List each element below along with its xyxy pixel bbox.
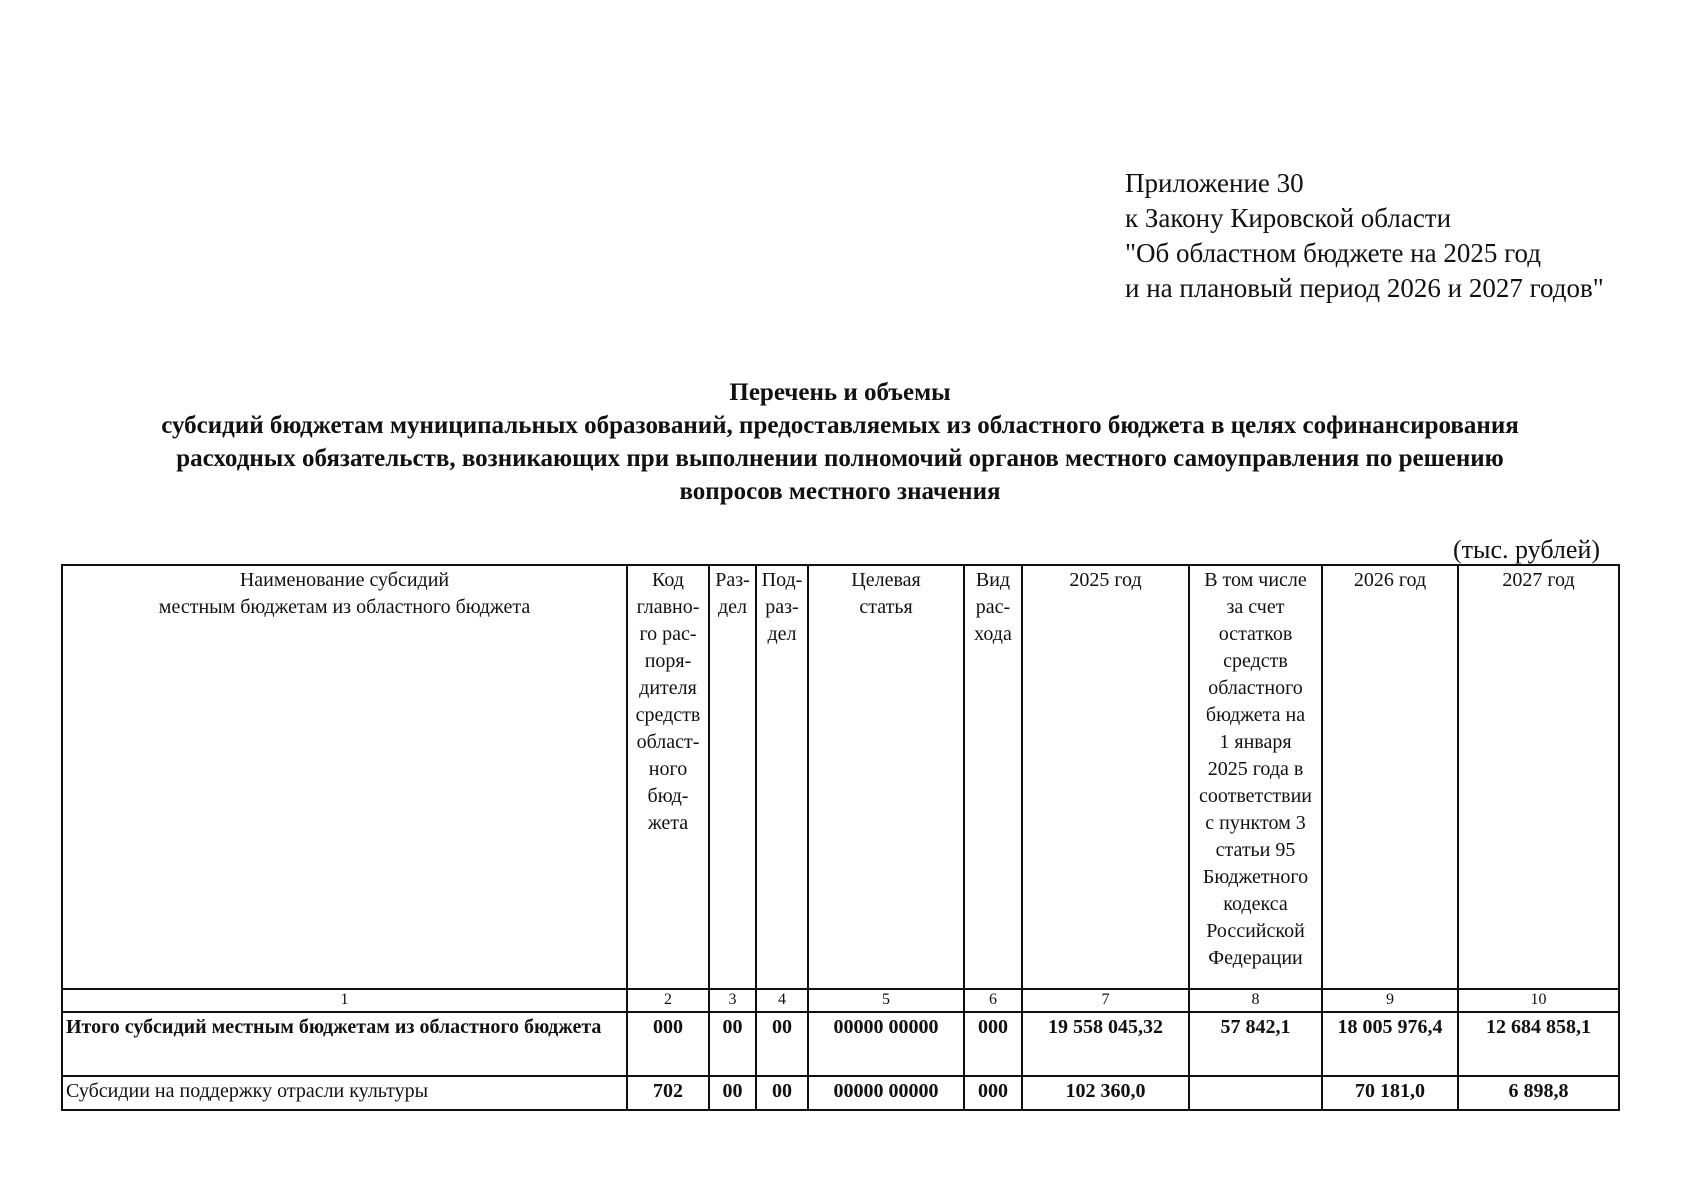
row-2025: 102 360,0 xyxy=(1022,1076,1189,1110)
column-number: 10 xyxy=(1458,989,1619,1012)
header-including-remainders: В том числе за счет остатков средств областного бюджета на 1 января 2025 года в соответствии с пунктом 3 статьи 95 Бюджетного кодекса Российской Федерации xyxy=(1189,565,1322,989)
column-number: 8 xyxy=(1189,989,1322,1012)
row-code: 000 xyxy=(627,1012,709,1076)
column-number: 9 xyxy=(1322,989,1458,1012)
row-2026: 70 181,0 xyxy=(1322,1076,1458,1110)
units-label: (тыс. рублей) xyxy=(1453,535,1601,564)
column-number: 6 xyxy=(964,989,1022,1012)
table-row-culture xyxy=(62,1076,1619,1110)
row-2027: 12 684 858,1 xyxy=(1458,1012,1619,1076)
row-code: 702 xyxy=(627,1076,709,1110)
table-header-row xyxy=(62,565,1619,989)
column-number: 1 xyxy=(62,989,627,1012)
row-name: Итого субсидий местным бюджетам из областного бюджета xyxy=(62,1012,627,1076)
row-subsection: 00 xyxy=(756,1076,808,1110)
header-name: Наименование субсидий местным бюджетам из областного бюджета xyxy=(62,565,627,989)
row-expense-type: 000 xyxy=(964,1012,1022,1076)
title-line-1: Перечень и объемы xyxy=(729,379,951,406)
row-including-remainders xyxy=(1189,1076,1322,1110)
annex-line-1: Приложение 30 xyxy=(1125,168,1304,198)
column-number: 5 xyxy=(808,989,964,1012)
row-expense-type: 000 xyxy=(964,1076,1022,1110)
subsidies-table xyxy=(61,564,1620,1111)
row-section: 00 xyxy=(709,1012,756,1076)
row-2027: 6 898,8 xyxy=(1458,1076,1619,1110)
header-target: Целевая статья xyxy=(808,565,964,989)
header-2026: 2026 год xyxy=(1322,565,1458,989)
annex-line-2: к Закону Кировской области xyxy=(1125,203,1452,233)
row-name: Субсидии на поддержку отрасли культуры xyxy=(62,1076,627,1110)
row-2025: 19 558 045,32 xyxy=(1022,1012,1189,1076)
header-2025: 2025 год xyxy=(1022,565,1189,989)
header-expense-type: Вид рас- хода xyxy=(964,565,1022,989)
title-line-2: субсидий бюджетам муниципальных образований, предоставляемых из областного бюджета в целях софинансирования xyxy=(161,412,1519,439)
header-section: Раз- дел xyxy=(709,565,756,989)
row-target: 00000 00000 xyxy=(808,1012,964,1076)
title-line-3: расходных обязательств, возникающих при выполнении полномочий органов местного самоуправления по решению xyxy=(176,445,1504,472)
column-number: 3 xyxy=(709,989,756,1012)
row-section: 00 xyxy=(709,1076,756,1110)
annex-line-4: и на плановый период 2026 и 2027 годов" xyxy=(1125,273,1604,303)
annex-line-3: "Об областном бюджете на 2025 год xyxy=(1125,238,1541,268)
title-line-4: вопросов местного значения xyxy=(679,478,1001,505)
column-number: 4 xyxy=(756,989,808,1012)
header-2027: 2027 год xyxy=(1458,565,1619,989)
table-row-total xyxy=(62,1012,1619,1076)
header-subsection: Под- раз- дел xyxy=(756,565,808,989)
row-target: 00000 00000 xyxy=(808,1076,964,1110)
row-including-remainders: 57 842,1 xyxy=(1189,1012,1322,1076)
column-number: 7 xyxy=(1022,989,1189,1012)
document-title xyxy=(60,376,1620,508)
row-2026: 18 005 976,4 xyxy=(1322,1012,1458,1076)
annex-reference xyxy=(1125,166,1604,306)
column-number: 2 xyxy=(627,989,709,1012)
column-number-row xyxy=(62,989,1619,1012)
row-subsection: 00 xyxy=(756,1012,808,1076)
header-code: Код главно- го рас- поря- дителя средств област- ного бюд- жета xyxy=(627,565,709,989)
